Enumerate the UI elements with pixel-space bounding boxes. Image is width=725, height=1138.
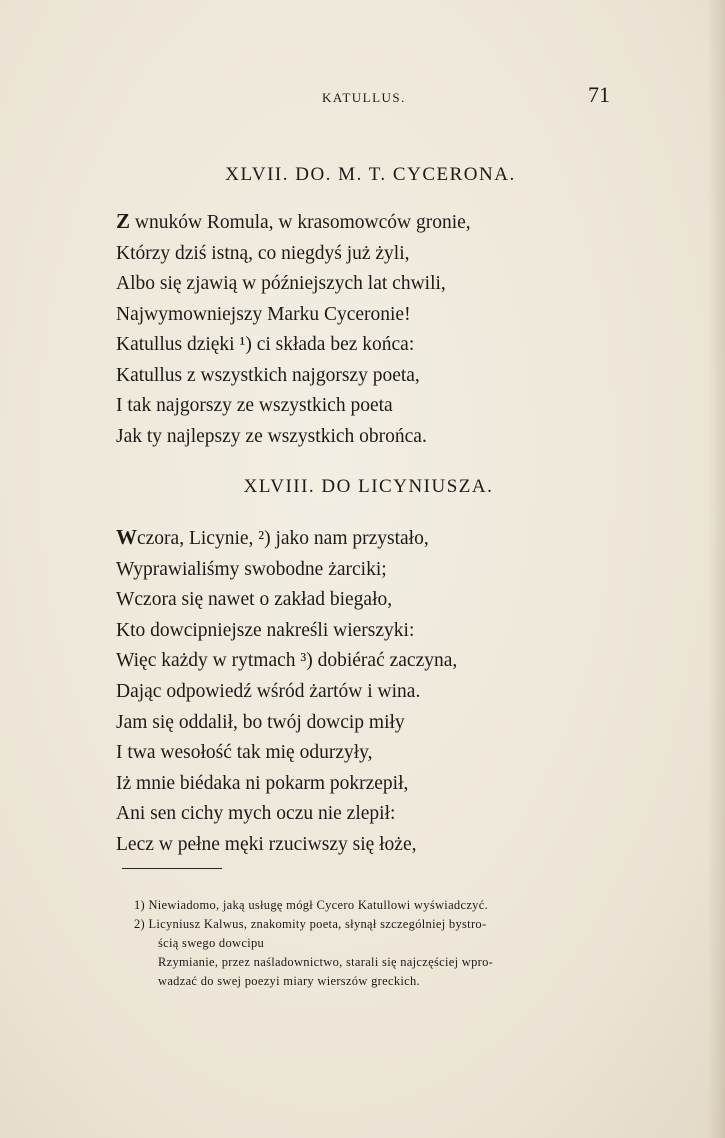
verse-line: Najwymowniejszy Marku Cyceronie! [116, 303, 411, 325]
verse-line: Którzy dziś istną, co niegdyś już żyli, [116, 242, 410, 264]
verse-line: Jam się oddalił, bo twój dowcip miły [116, 711, 405, 733]
verse-line: Z wnuków Romula, w krasomowców gronie, [116, 209, 471, 233]
footnote-text: Rzymianie, przez naśladownictwo, starali się najczęściej wpro- [158, 955, 494, 969]
footnote-text: wadzać do swej poezyi miary wierszów greckich. [158, 974, 420, 988]
verse-line: Lecz w pełne męki rzuciwszy się łoże, [116, 833, 417, 855]
page-header [0, 82, 725, 112]
footnotes [134, 896, 644, 991]
footnote [134, 896, 644, 915]
verse-line: Dając odpowiedź wśród żartów i wina. [116, 680, 421, 702]
verse-line: Iż mnie biédaka ni pokarm pokrzepił, [116, 772, 409, 794]
poem-title: XLVII. DO. M. T. CYCERONA. [225, 164, 516, 185]
footnote-mark: 2) [134, 917, 146, 931]
poem-body [116, 206, 471, 452]
footnote-rule [122, 868, 222, 869]
verse-line: I tak najgorszy ze wszystkich poeta [116, 395, 393, 416]
poem-title: XLVIII. DO LICYNIUSZA. [243, 476, 494, 497]
verse-line: Wczora się nawet o zakład biegało, [116, 589, 393, 611]
poem-body [116, 522, 457, 861]
verse-line: Wyprawialiśmy swobodne żarciki; [116, 558, 387, 580]
verse-line: I twa wesołość tak mię odurzyły, [116, 742, 373, 764]
footnote-continuation [134, 953, 644, 972]
verse-line: Ani sen cichy mych oczu nie zlepił: [116, 803, 396, 825]
footnote-mark: 1) [134, 898, 146, 912]
verse-line: Katullus dzięki ¹) ci składa bez końca: [116, 334, 415, 355]
verse-line: Kto dowcipniejsze nakreśli wierszyki: [116, 619, 415, 641]
footnote [134, 915, 644, 934]
verse-line: Wczora, Licynie, ²) jako nam przystało, [116, 525, 429, 549]
verse-line: Albo się zjawią w późniejszych lat chwili, [116, 273, 446, 294]
verse-line: Katullus z wszystkich najgorszy poeta, [116, 364, 420, 386]
verse-line: Więc każdy w rytmach ³) dobiérać zaczyna, [116, 650, 458, 672]
footnote-text: ścią swego dowcipu [158, 936, 265, 950]
footnote-continuation [134, 972, 644, 991]
footnote-continuation [134, 934, 644, 953]
footnote-text: Niewiadomo, jaką usługę mógł Cycero Katullowi wyświadczyć. [148, 898, 488, 912]
page-number: 71 [588, 82, 610, 107]
footnote-text: Licyniusz Kalwus, znakomity poeta, słynął szczególniej bystro- [148, 917, 487, 931]
running-head: KATULLUS. [322, 90, 406, 105]
verse-line: Jak ty najlepszy ze wszystkich obrońca. [116, 425, 427, 447]
